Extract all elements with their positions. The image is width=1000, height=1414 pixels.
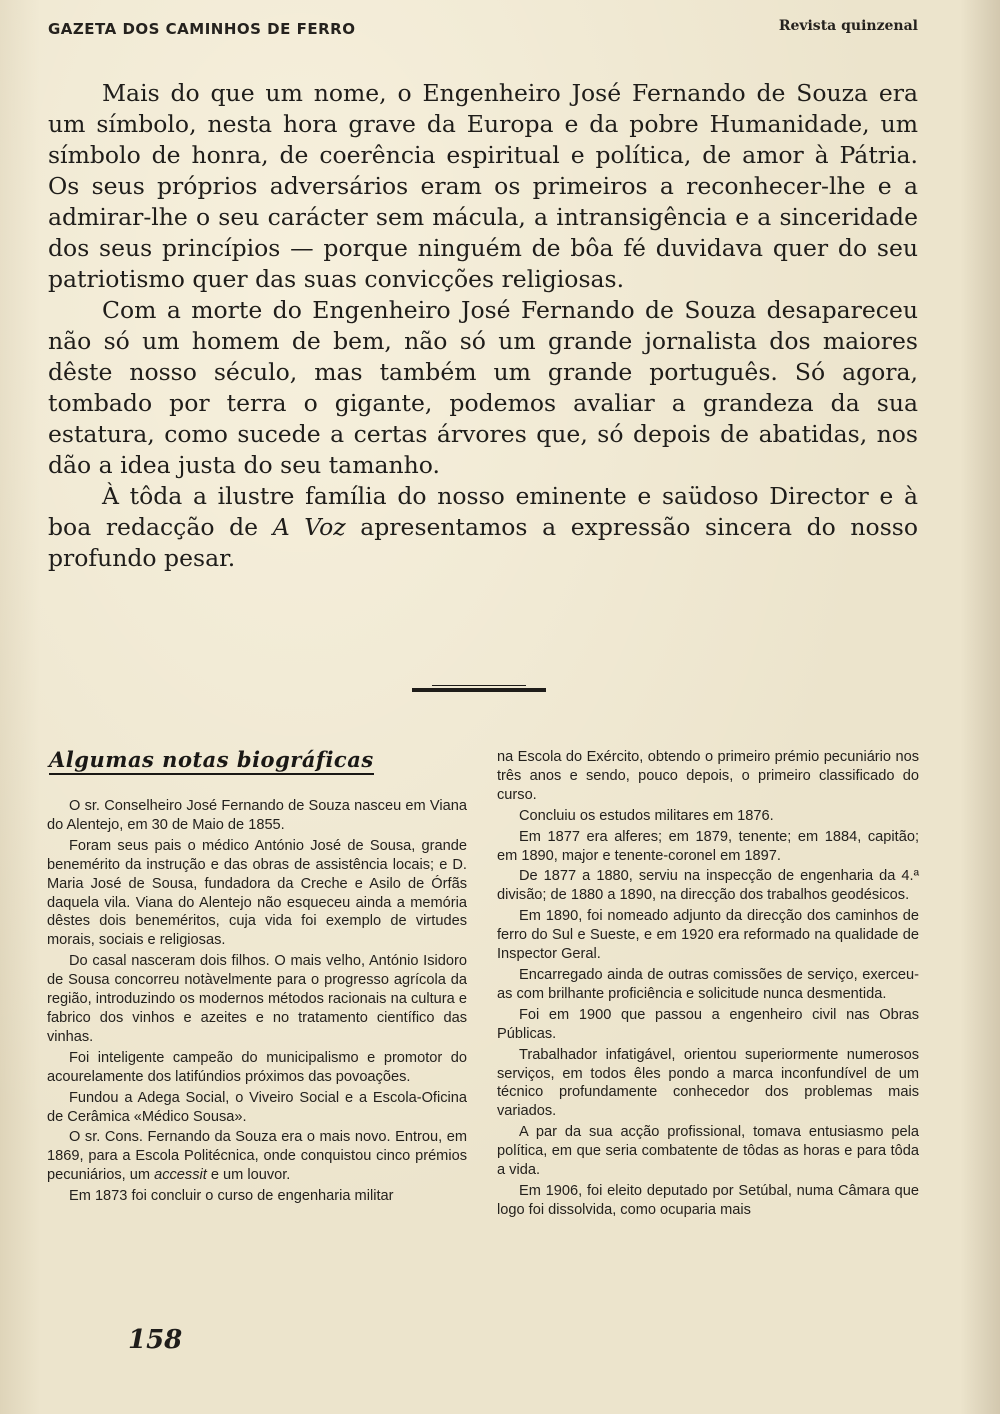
italic-term: accessit — [154, 1167, 207, 1184]
lead-text-span: À tôda a ilustre família do nosso eminente e saüdoso Director e à boa redacção de — [48, 482, 918, 541]
body-text-span: O sr. Cons. Fernando da Souza era o mais novo. Entrou, em 1869, para a Escola Politécnica, onde conquistou cinco prémios pecuniários, um — [47, 1129, 467, 1184]
body-paragraph: Fundou a Adega Social, o Viveiro Social e a Escola-Oficina de Cerâmica «Médico Sousa». — [47, 1089, 467, 1125]
right-column — [497, 748, 919, 1222]
left-column — [47, 742, 467, 1208]
body-paragraph-continued: na Escola do Exército, obtendo o primeiro prémio pecuniário nos três anos e sendo, pouco depois, o primeiro classificado do curso. — [497, 749, 919, 803]
lead-paragraph: Com a morte do Engenheiro José Fernando de Souza desapareceu não só um homem de bem, não só um grande jornalista dos maiores dêste nosso século, mas também um grande português. Só agora, tombado por terra o gigante, podemos avaliar a grandeza da sua estatura, como sucede a certas árvores que, só depois de abatidas, nos dão a idea justa do seu tamanho. — [48, 296, 918, 479]
body-paragraph: Em 1890, foi nomeado adjunto da direcção dos caminhos de ferro do Sul e Sueste, e em 1920 era reformado na qualidade de Inspector Geral. — [497, 908, 919, 963]
lead-text-span: apresentamos a expressão sincera do nosso profundo pesar. — [48, 513, 918, 572]
body-paragraph: Foram seus pais o médico António José de Sousa, grande benemérito da instrução e das obras de assistência locais; e D. Maria José de Sousa, fundadora da Creche e Asilo de Órfãs daquela vila. Viana do Alentejo não esqueceu ainda a memória dêstes dois beneméritos, cuja vida foi exemplo de virtudes morais, sociais e religiosas. — [47, 837, 467, 949]
body-paragraph: Em 1873 foi concluir o curso de engenharia militar — [69, 1188, 394, 1205]
body-paragraph: Foi inteligente campeão do municipalismo e promotor do acourelamente dos latifúndios próximos das povoações. — [47, 1049, 467, 1085]
section-divider — [412, 688, 546, 692]
newspaper-title: A Voz — [272, 513, 346, 541]
running-header-title: GAZETA DOS CAMINHOS DE FERRO — [48, 20, 356, 38]
page-number: 158 — [128, 1325, 183, 1355]
body-paragraph: A par da sua acção profissional, tomava entusiasmo pela política, em que seria combatente de tôdas as horas e para tôda a vida. — [497, 1124, 919, 1179]
body-paragraph: Trabalhador infatigável, orientou superiormente numerosos serviços, em todos êles pondo a marca inconfundível de um técnico profundamente conhecedor dos problemas mais variados. — [497, 1046, 919, 1120]
body-paragraph: O sr. Conselheiro José Fernando de Souza nasceu em Viana do Alentejo, em 30 de Maio de 1855. — [47, 798, 467, 833]
body-paragraph: Foi em 1900 que passou a engenheiro civil nas Obras Públicas. — [497, 1006, 919, 1042]
body-paragraph: Do casal nasceram dois filhos. O mais velho, António Isidoro de Sousa concorreu notàvelmente para o progresso agrícola da região, introduzindo os modernos métodos racionais na cultura e fabrico dos vinhos e azeites e no tratamento científico das vinhas. — [47, 953, 467, 1045]
body-paragraph: Concluiu os estudos militares em 1876. — [519, 807, 774, 824]
body-paragraph: De 1877 a 1880, serviu na inspecção de engenharia da 4.ª divisão; de 1880 a 1890, na direcção dos trabalhos geodésicos. — [497, 868, 919, 904]
lead-paragraph — [48, 481, 918, 574]
running-header-subtitle: Revista quinzenal — [778, 18, 918, 34]
body-paragraph: Em 1906, foi eleito deputado por Setúbal, numa Câmara que logo foi dissolvida, como ocuparia mais — [497, 1182, 919, 1218]
body-text-span: e um louvor. — [206, 1167, 291, 1184]
body-paragraph: Encarregado ainda de outras comissões de serviço, exerceu-as com brilhante proficiência e solicitude nunca desmentida. — [497, 966, 919, 1002]
lead-text — [48, 78, 918, 574]
section-title: Algumas notas biográficas — [49, 748, 374, 775]
lead-paragraph: Mais do que um nome, o Engenheiro José Fernando de Souza era um símbolo, nesta hora grave da Europa e da pobre Humanidade, um símbolo de honra, de coerência espiritual e política, de amor à Pátria. Os seus próprios adversários eram os primeiros a reconhecer-lhe e a admirar-lhe o seu carácter sem mácula, a intransigência e a sinceridade dos seus princípios — porque ninguém de bôa fé duvidava quer do seu patriotismo quer das suas convicções religiosas. — [48, 79, 918, 293]
body-paragraph: Em 1877 era alferes; em 1879, tenente; em 1884, capitão; em 1890, major e tenente-coronel em 1897. — [497, 828, 919, 864]
body-paragraph — [47, 1128, 467, 1185]
